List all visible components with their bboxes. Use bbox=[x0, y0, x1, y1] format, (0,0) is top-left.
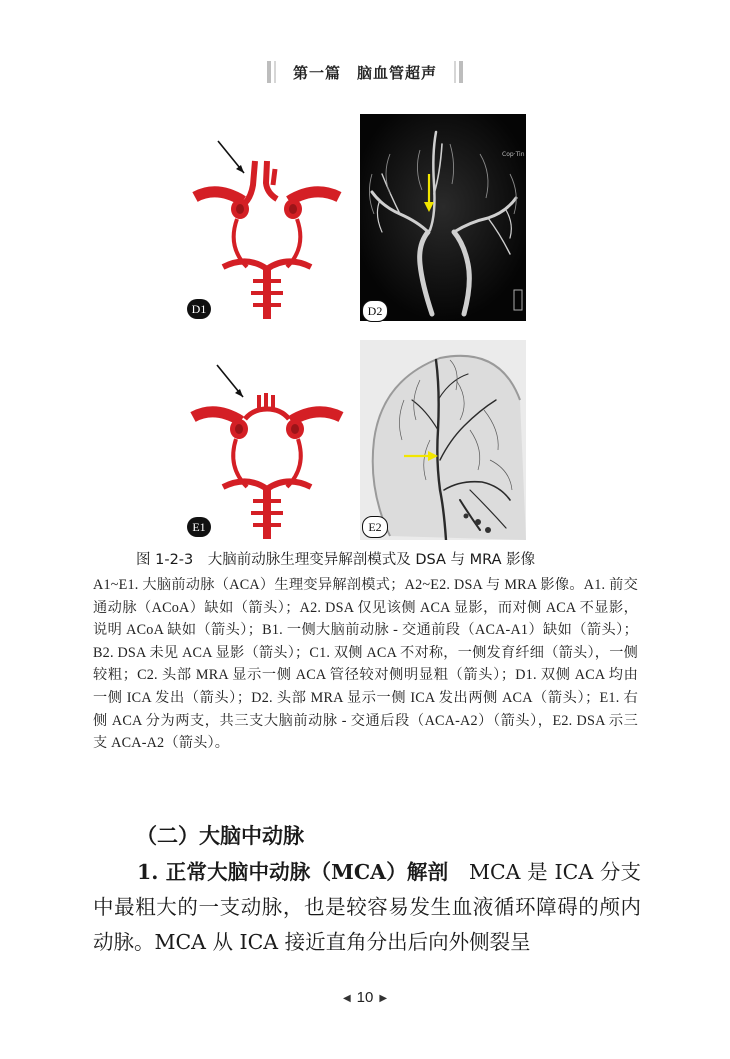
mra-image-d2 bbox=[360, 114, 526, 321]
diagram-e1 bbox=[187, 355, 347, 540]
header-bar-left bbox=[267, 61, 271, 83]
right-triangle-icon: ▶ bbox=[379, 993, 388, 1004]
artery-diagram-d1 bbox=[187, 127, 347, 322]
section-heading: （二）大脑中动脉 bbox=[136, 823, 304, 848]
header-bar-right bbox=[459, 61, 463, 83]
diagram-d1 bbox=[187, 127, 347, 322]
left-triangle-icon: ◀ bbox=[342, 993, 351, 1004]
mra-overlay-text: Cop·Tin bbox=[502, 151, 525, 158]
paragraph-text: MCA 是 ICA 分支中最粗大的一支动脉，也是较容易发生血液循环障碍的颅内动脉。MCA 从 ICA 接近直角分出后向外侧裂呈 bbox=[93, 860, 641, 954]
artery-diagram-e1 bbox=[187, 355, 347, 540]
dsa-image-e2 bbox=[360, 340, 526, 540]
panel-label-e2: E2 bbox=[362, 516, 388, 538]
body-paragraph bbox=[93, 855, 641, 960]
header-bar-left-inner bbox=[274, 61, 276, 83]
header-bar-right-inner bbox=[454, 61, 456, 83]
figure-title: 图 1-2-3 大脑前动脉生理变异解剖模式及 DSA 与 MRA 影像 bbox=[136, 552, 536, 568]
subheading-bold: 1. 正常大脑中动脉（MCA）解剖 bbox=[137, 860, 449, 884]
page-number: 10 bbox=[356, 989, 374, 1006]
dsa-vessels-e2 bbox=[360, 340, 526, 540]
figure-caption: A1~E1. 大脑前动脉（ACA）生理变异解剖模式；A2~E2. DSA 与 MRA 影像。A1. 前交通动脉（ACoA）缺如（箭头）；A2. DSA 仅见该侧 ACA 显影，而对侧 ACA 不显影，说明 ACoA 缺如（箭头）；B1. 一侧大脑前动脉 - 交通前段（ACA-A1）缺如（箭头）；B2. DSA 未见 ACA 显影（箭头）；C1. 双侧 ACA 不对称，一侧发育纤细（箭头），一侧较粗；C2. 头部 MRA 显示一侧 ACA 管径较对侧明显粗（箭头）；D1. 双侧 ACA 均由一侧 ICA 发出（箭头）；D2. 头部 MRA 显示一侧 ICA 发出两侧 ACA（箭头）；E1. 右侧 ACA 分为两支，共三支大脑前动脉 - 交通后段（ACA-A2）（箭头），E2. DSA 示三支 ACA-A2（箭头）。 bbox=[93, 577, 638, 752]
page-footer bbox=[0, 989, 730, 1006]
mra-vessels-d2 bbox=[360, 114, 526, 321]
running-header bbox=[267, 61, 463, 83]
chapter-title: 第一篇 脑血管超声 bbox=[292, 63, 437, 82]
panel-label-d1: D1 bbox=[187, 299, 211, 319]
panel-label-e1: E1 bbox=[187, 517, 211, 537]
panel-label-d2: D2 bbox=[362, 300, 388, 322]
